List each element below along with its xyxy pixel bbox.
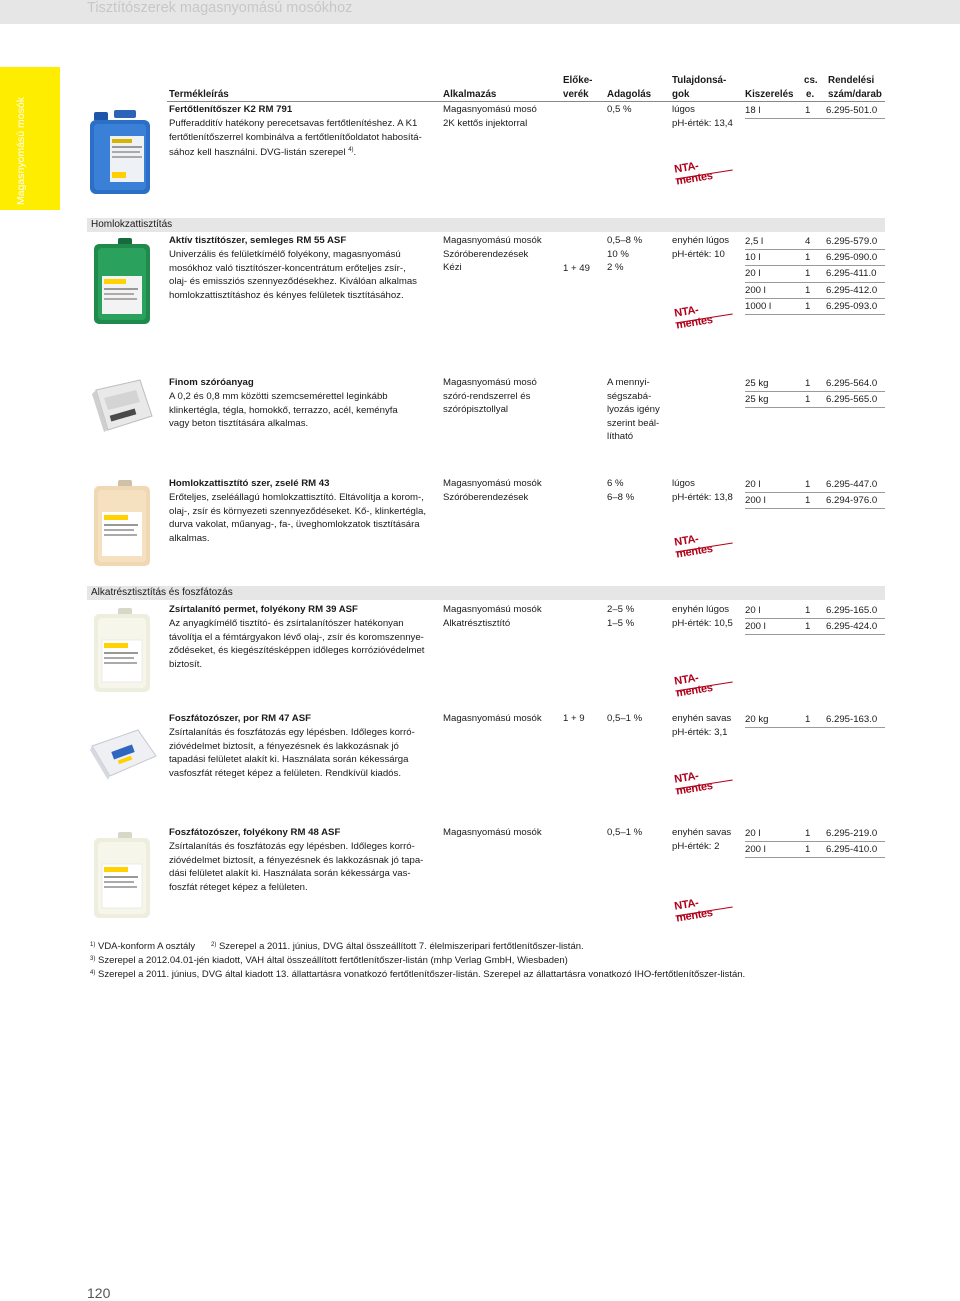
desc-line: mosókhoz való tisztítószer-koncentrátum erőteljes zsír-,: [169, 262, 406, 274]
dosage-line: lyozás igény: [607, 404, 660, 416]
desc-line: A 0,2 és 0,8 mm közötti szemcsemérettel leginkább: [169, 391, 388, 402]
footnote-4: [90, 967, 745, 981]
product-image-rm47: [88, 724, 160, 789]
packaging-row: [745, 826, 885, 842]
dosage-line: 2 %: [607, 262, 624, 274]
pack-qty: 1: [805, 495, 811, 507]
application-line: Magasnyomású mosók: [443, 478, 542, 489]
property-line: pH-érték: 13,4: [672, 117, 733, 129]
desc-line: Erőteljes, zseléállagú homlokzattisztító. Eltávolítja a korom-,: [169, 492, 424, 503]
desc-line: vasfoszfát réteget képez a felületen. Rendkívül kiadós.: [169, 767, 401, 779]
dosage-line: 10 %: [607, 248, 629, 260]
application: [443, 477, 542, 504]
pack-qty: 1: [805, 252, 811, 264]
page-title: Tisztítószerek magasnyomású mosókhoz: [87, 0, 353, 16]
nta-free-stamp: [673, 529, 735, 561]
desc-line: ződéseket, és kiegészítésképpen időleges korrózióvédelmet: [169, 645, 425, 657]
pack-size: 20 l: [745, 479, 761, 490]
header-order-1: Rendelési: [828, 75, 875, 86]
application-line: szórópisztollyal: [443, 404, 509, 416]
property-line: enyhén savas: [672, 713, 732, 724]
properties: [672, 712, 731, 739]
dosage: [607, 234, 642, 275]
dosage: [607, 603, 634, 630]
application-line: 2K kettős injektorral: [443, 117, 528, 129]
pack-qty: 1: [805, 844, 811, 856]
pack-size: 20 l: [745, 268, 761, 280]
application-line: Magasnyomású mosó: [443, 104, 537, 115]
packaging-list: [745, 477, 885, 509]
pack-qty: 1: [805, 268, 811, 280]
nta-free-label: NTA-mentes: [673, 160, 714, 188]
packaging-row: [745, 299, 885, 315]
packaging-row: [745, 493, 885, 509]
pack-size: 10 l: [745, 252, 761, 264]
application-line: Magasnyomású mosók: [443, 604, 542, 615]
footnote-mark: 1): [90, 942, 96, 948]
desc-line: sához kell használni. DVG-listán szerepel: [169, 147, 346, 159]
desc-line: foszfát réteget képez a felületen.: [169, 881, 308, 893]
dosage: 0,5–1 %: [607, 827, 643, 838]
header-units-2: e.: [806, 89, 815, 100]
packaging-row: [745, 283, 885, 299]
desc-line: zióvédelmet biztosít, a fényezésnek és lakkozásnak jó: [169, 740, 399, 752]
application: [443, 603, 542, 630]
desc-line: biztosít.: [169, 658, 203, 670]
desc-line: durva vakolat, műanyag-, fa-, üveghomlokzatok tisztítására: [169, 519, 420, 531]
application: [443, 234, 542, 275]
desc-line: zióvédelmet biztosít, a fényezésnek és lakkozásnak jó tapa-: [169, 854, 424, 866]
pack-qty: 1: [805, 284, 811, 296]
product-name: Foszfátozószer, por RM 47 ASF: [169, 713, 311, 724]
desc-line: klinkertégla, tégla, homokkő, terrazzo, acél, keményfa: [169, 404, 398, 416]
pack-qty: 1: [805, 378, 811, 389]
nta-free-label: NTA-mentes: [673, 304, 714, 332]
product-image-rm43: [88, 478, 154, 573]
product-description: [169, 726, 441, 780]
application: Magasnyomású mosók: [443, 713, 542, 724]
property-line: lúgos: [672, 104, 695, 115]
property-line: pH-érték: 10,5: [672, 617, 733, 629]
application: [443, 376, 537, 417]
product-name: Foszfátozószer, folyékony RM 48 ASF: [169, 827, 341, 838]
dosage: 0,5–1 %: [607, 713, 643, 724]
predilution: 1 + 49: [563, 263, 590, 274]
footnote-text: Szerepel a 2012.04.01-jén kiadott, VAH által összeállított fertőtlenítőszer-listán (mhp Verlag GmbH, Wiesbaden): [97, 955, 568, 966]
application-line: Magasnyomású mosó: [443, 377, 537, 388]
application-line: szóró-rendszerrel és: [443, 390, 531, 402]
desc-line: Zsírtalanítás és foszfátozás egy lépésben. Időleges korró-: [169, 727, 415, 738]
dosage-line: A mennyi-: [607, 377, 650, 388]
dosage-line: 0,5–8 %: [607, 235, 643, 246]
dosage-line: 6–8 %: [607, 491, 635, 503]
application-line: Alkatrésztisztító: [443, 617, 511, 629]
pack-size: 25 kg: [745, 378, 769, 389]
application-line: Magasnyomású mosók: [443, 235, 542, 246]
packaging-list: [745, 712, 885, 728]
dosage: 0,5 %: [607, 104, 632, 115]
header-product: Termékleírás: [169, 89, 229, 100]
nta-free-label: NTA-mentes: [673, 770, 714, 798]
desc-line: homlokzattisztításhoz és kényes felületek tisztításához.: [169, 289, 404, 301]
property-line: enyhén lúgos: [672, 604, 730, 615]
order-number: 6.295-447.0: [826, 479, 878, 490]
desc-line: vagy beton tisztítására alkalmas.: [169, 418, 309, 430]
side-tab: [0, 67, 60, 210]
order-number: 6.295-163.0: [826, 714, 878, 725]
property-line: lúgos: [672, 478, 695, 489]
properties: [672, 477, 733, 504]
header-dosage: Adagolás: [607, 89, 652, 100]
desc-line: tapadási felületet alakít ki. Használata során kékessárga: [169, 754, 409, 766]
desc-end: .: [353, 147, 357, 159]
pack-size: 18 l: [745, 105, 761, 116]
packaging-row: [745, 619, 885, 635]
packaging-row: [745, 842, 885, 858]
footnote-text: Szerepel a 2011. június, DVG által kiadott 13. állattartásra vonatkozó fertőtlenítőszer-listán. Szerepel az állattartásra vonatkozó IHO-fertőtlenítőszer-listán.: [97, 969, 746, 980]
header-order-2: szám/darab: [828, 89, 882, 100]
packaging-row: [745, 266, 885, 282]
order-number: 6.295-412.0: [826, 284, 878, 296]
pack-size: 20 l: [745, 605, 761, 616]
pack-qty: 1: [805, 714, 811, 725]
pack-size: 2,5 l: [745, 236, 764, 247]
product-description: [169, 248, 441, 302]
page-number: 120: [87, 1285, 111, 1301]
packaging-row: [745, 712, 885, 728]
properties: [672, 103, 733, 130]
desc-line: olaj-, zsír és környezeti szennyeződéseket. Kő-, klinkertégla,: [169, 505, 427, 517]
packaging-list: [745, 826, 885, 858]
desc-line: Zsírtalanítás és foszfátozás egy lépésben. Időleges korró-: [169, 841, 415, 852]
nta-free-stamp: [673, 300, 735, 332]
product-name: Zsírtalanító permet, folyékony RM 39 ASF: [169, 604, 358, 615]
desc-line: olaj- és emissziós szennyeződésekhez. Kiválóan alkalmas: [169, 276, 417, 288]
packaging-list: [745, 103, 885, 119]
header-divider: [167, 101, 885, 102]
properties: [672, 826, 731, 853]
desc-line: dási felületet alakít ki. Használata során kékessárga vas-: [169, 868, 411, 880]
application: Magasnyomású mosók: [443, 827, 542, 838]
order-number: 6.295-564.0: [826, 378, 878, 389]
packaging-row: [745, 103, 885, 119]
property-line: pH-érték: 13,8: [672, 491, 733, 503]
pack-qty: 1: [805, 394, 811, 406]
footnote-ref: 4): [348, 147, 354, 154]
desc-line: alkalmas.: [169, 532, 210, 544]
header-predilution-2: verék: [563, 89, 589, 100]
nta-free-stamp: [673, 156, 735, 188]
pack-size: 20 kg: [745, 714, 769, 725]
packaging-row: [745, 477, 885, 493]
order-number: 6.295-565.0: [826, 394, 878, 406]
desc-line: Univerzális és felületkímélő folyékony, magasnyomású: [169, 249, 401, 260]
section-bar-facade: Homlokzattisztítás: [87, 218, 885, 232]
order-number: 6.295-424.0: [826, 621, 878, 633]
nta-free-label: NTA-mentes: [673, 897, 714, 925]
packaging-list: [745, 376, 885, 408]
nta-free-label: NTA-mentes: [673, 533, 714, 561]
pack-size: 200 l: [745, 284, 766, 296]
predilution: 1 + 9: [563, 713, 585, 724]
pack-size: 25 kg: [745, 394, 769, 406]
desc-line: távolítja el a fémtárgyakon lévő olaj-, zsír és koromszennye-: [169, 631, 424, 643]
pack-qty: 1: [805, 300, 811, 312]
order-number: 6.295-579.0: [826, 236, 878, 247]
product-name: Fertőtlenítőszer K2 RM 791: [169, 104, 293, 115]
product-image-rm48: [88, 830, 154, 925]
property-line: pH-érték: 2: [672, 840, 720, 852]
nta-free-stamp: [673, 893, 735, 925]
pack-size: 1000 l: [745, 300, 772, 312]
footnote-mark: 4): [90, 970, 96, 976]
packaging-row: [745, 250, 885, 266]
pack-size: 20 l: [745, 828, 761, 839]
order-number: 6.295-501.0: [826, 105, 878, 116]
order-number: 6.295-219.0: [826, 828, 878, 839]
product-name: Homlokzattisztító szer, zselé RM 43: [169, 478, 330, 489]
pack-qty: 1: [805, 605, 811, 616]
product-image-rm791: [88, 108, 154, 201]
order-number: 6.295-165.0: [826, 605, 878, 616]
dosage: [607, 477, 634, 504]
application-line: Szóróberendezések: [443, 491, 529, 503]
dosage: [607, 376, 660, 444]
dosage-line: 2–5 %: [607, 604, 635, 615]
property-line: enyhén savas: [672, 827, 732, 838]
footnote-1-2: [90, 939, 584, 953]
nta-free-stamp: [673, 766, 735, 798]
packaging-row: [745, 376, 885, 392]
header-properties-1: Tulajdonsá-: [672, 75, 727, 86]
product-image-rm39: [88, 606, 154, 699]
pack-qty: 4: [805, 236, 811, 247]
application: [443, 103, 537, 130]
header-properties-2: gok: [672, 89, 690, 100]
property-line: pH-érték: 3,1: [672, 726, 728, 738]
header-predilution-1: Előke-: [563, 75, 593, 86]
properties: [672, 234, 729, 261]
product-description: [169, 390, 441, 431]
pack-size: 200 l: [745, 844, 766, 856]
order-number: 6.295-093.0: [826, 300, 878, 312]
product-description: [169, 617, 441, 671]
pack-size: 200 l: [745, 621, 766, 633]
packaging-row: [745, 234, 885, 250]
properties: [672, 603, 733, 630]
dosage-line: szerint beál-: [607, 417, 660, 429]
footnote-text: VDA-konform A osztály: [97, 941, 196, 952]
nta-free-stamp: [673, 668, 735, 700]
nta-free-label: NTA-mentes: [673, 672, 714, 700]
side-tab-label: Magasnyomású mosók: [15, 97, 27, 205]
product-description: [169, 491, 441, 545]
desc-line: Az anyagkímélő tisztító- és zsírtalanítószer hatékonyan: [169, 618, 404, 629]
footnote-3: [90, 953, 568, 967]
section-bar-parts: Alkatrésztisztítás és foszfátozás: [87, 586, 885, 600]
pack-qty: 1: [805, 479, 811, 490]
order-number: 6.295-090.0: [826, 252, 878, 264]
property-line: enyhén lúgos: [672, 235, 730, 246]
pack-qty: 1: [805, 105, 811, 116]
product-image-blasting-sand: [90, 372, 156, 441]
product-name: Finom szóróanyag: [169, 377, 254, 388]
desc-line: Pufferadditív hatékony perecetsavas fertőtlenítéshez. A K1: [169, 118, 418, 129]
footnote-mark: 2): [210, 942, 217, 948]
packaging-list: [745, 603, 885, 635]
product-description: [169, 840, 441, 894]
header-packaging: Kiszerelés: [745, 89, 794, 100]
pack-size: 200 l: [745, 495, 766, 507]
packaging-row: [745, 603, 885, 619]
desc-line: fertőtlenítőszerrel kombinálva a fertőtlenítőoldatot habosítá-: [169, 131, 422, 143]
application-line: Kézi: [443, 262, 462, 274]
dosage-line: 1–5 %: [607, 617, 635, 629]
header-application: Alkalmazás: [443, 89, 497, 100]
order-number: 6.294-976.0: [826, 495, 878, 507]
footnote-text: Szerepel a 2011. június, DVG által összeállított 7. élelmiszeripari fertőtlenítőszer-listán.: [218, 941, 584, 952]
packaging-row: [745, 392, 885, 408]
property-line: pH-érték: 10: [672, 248, 725, 260]
product-name: Aktív tisztítószer, semleges RM 55 ASF: [169, 235, 347, 246]
product-image-rm55: [88, 236, 154, 331]
pack-qty: 1: [805, 828, 811, 839]
packaging-list: [745, 234, 885, 315]
product-description: [169, 117, 441, 160]
pack-qty: 1: [805, 621, 811, 633]
header-units-1: cs.: [804, 75, 818, 86]
dosage-line: 6 %: [607, 478, 624, 489]
footnote-mark: 3): [90, 956, 96, 962]
order-number: 6.295-410.0: [826, 844, 878, 856]
dosage-line: lítható: [607, 431, 634, 443]
order-number: 6.295-411.0: [826, 268, 877, 280]
dosage-line: ségszabá-: [607, 390, 652, 402]
application-line: Szóróberendezések: [443, 248, 529, 260]
